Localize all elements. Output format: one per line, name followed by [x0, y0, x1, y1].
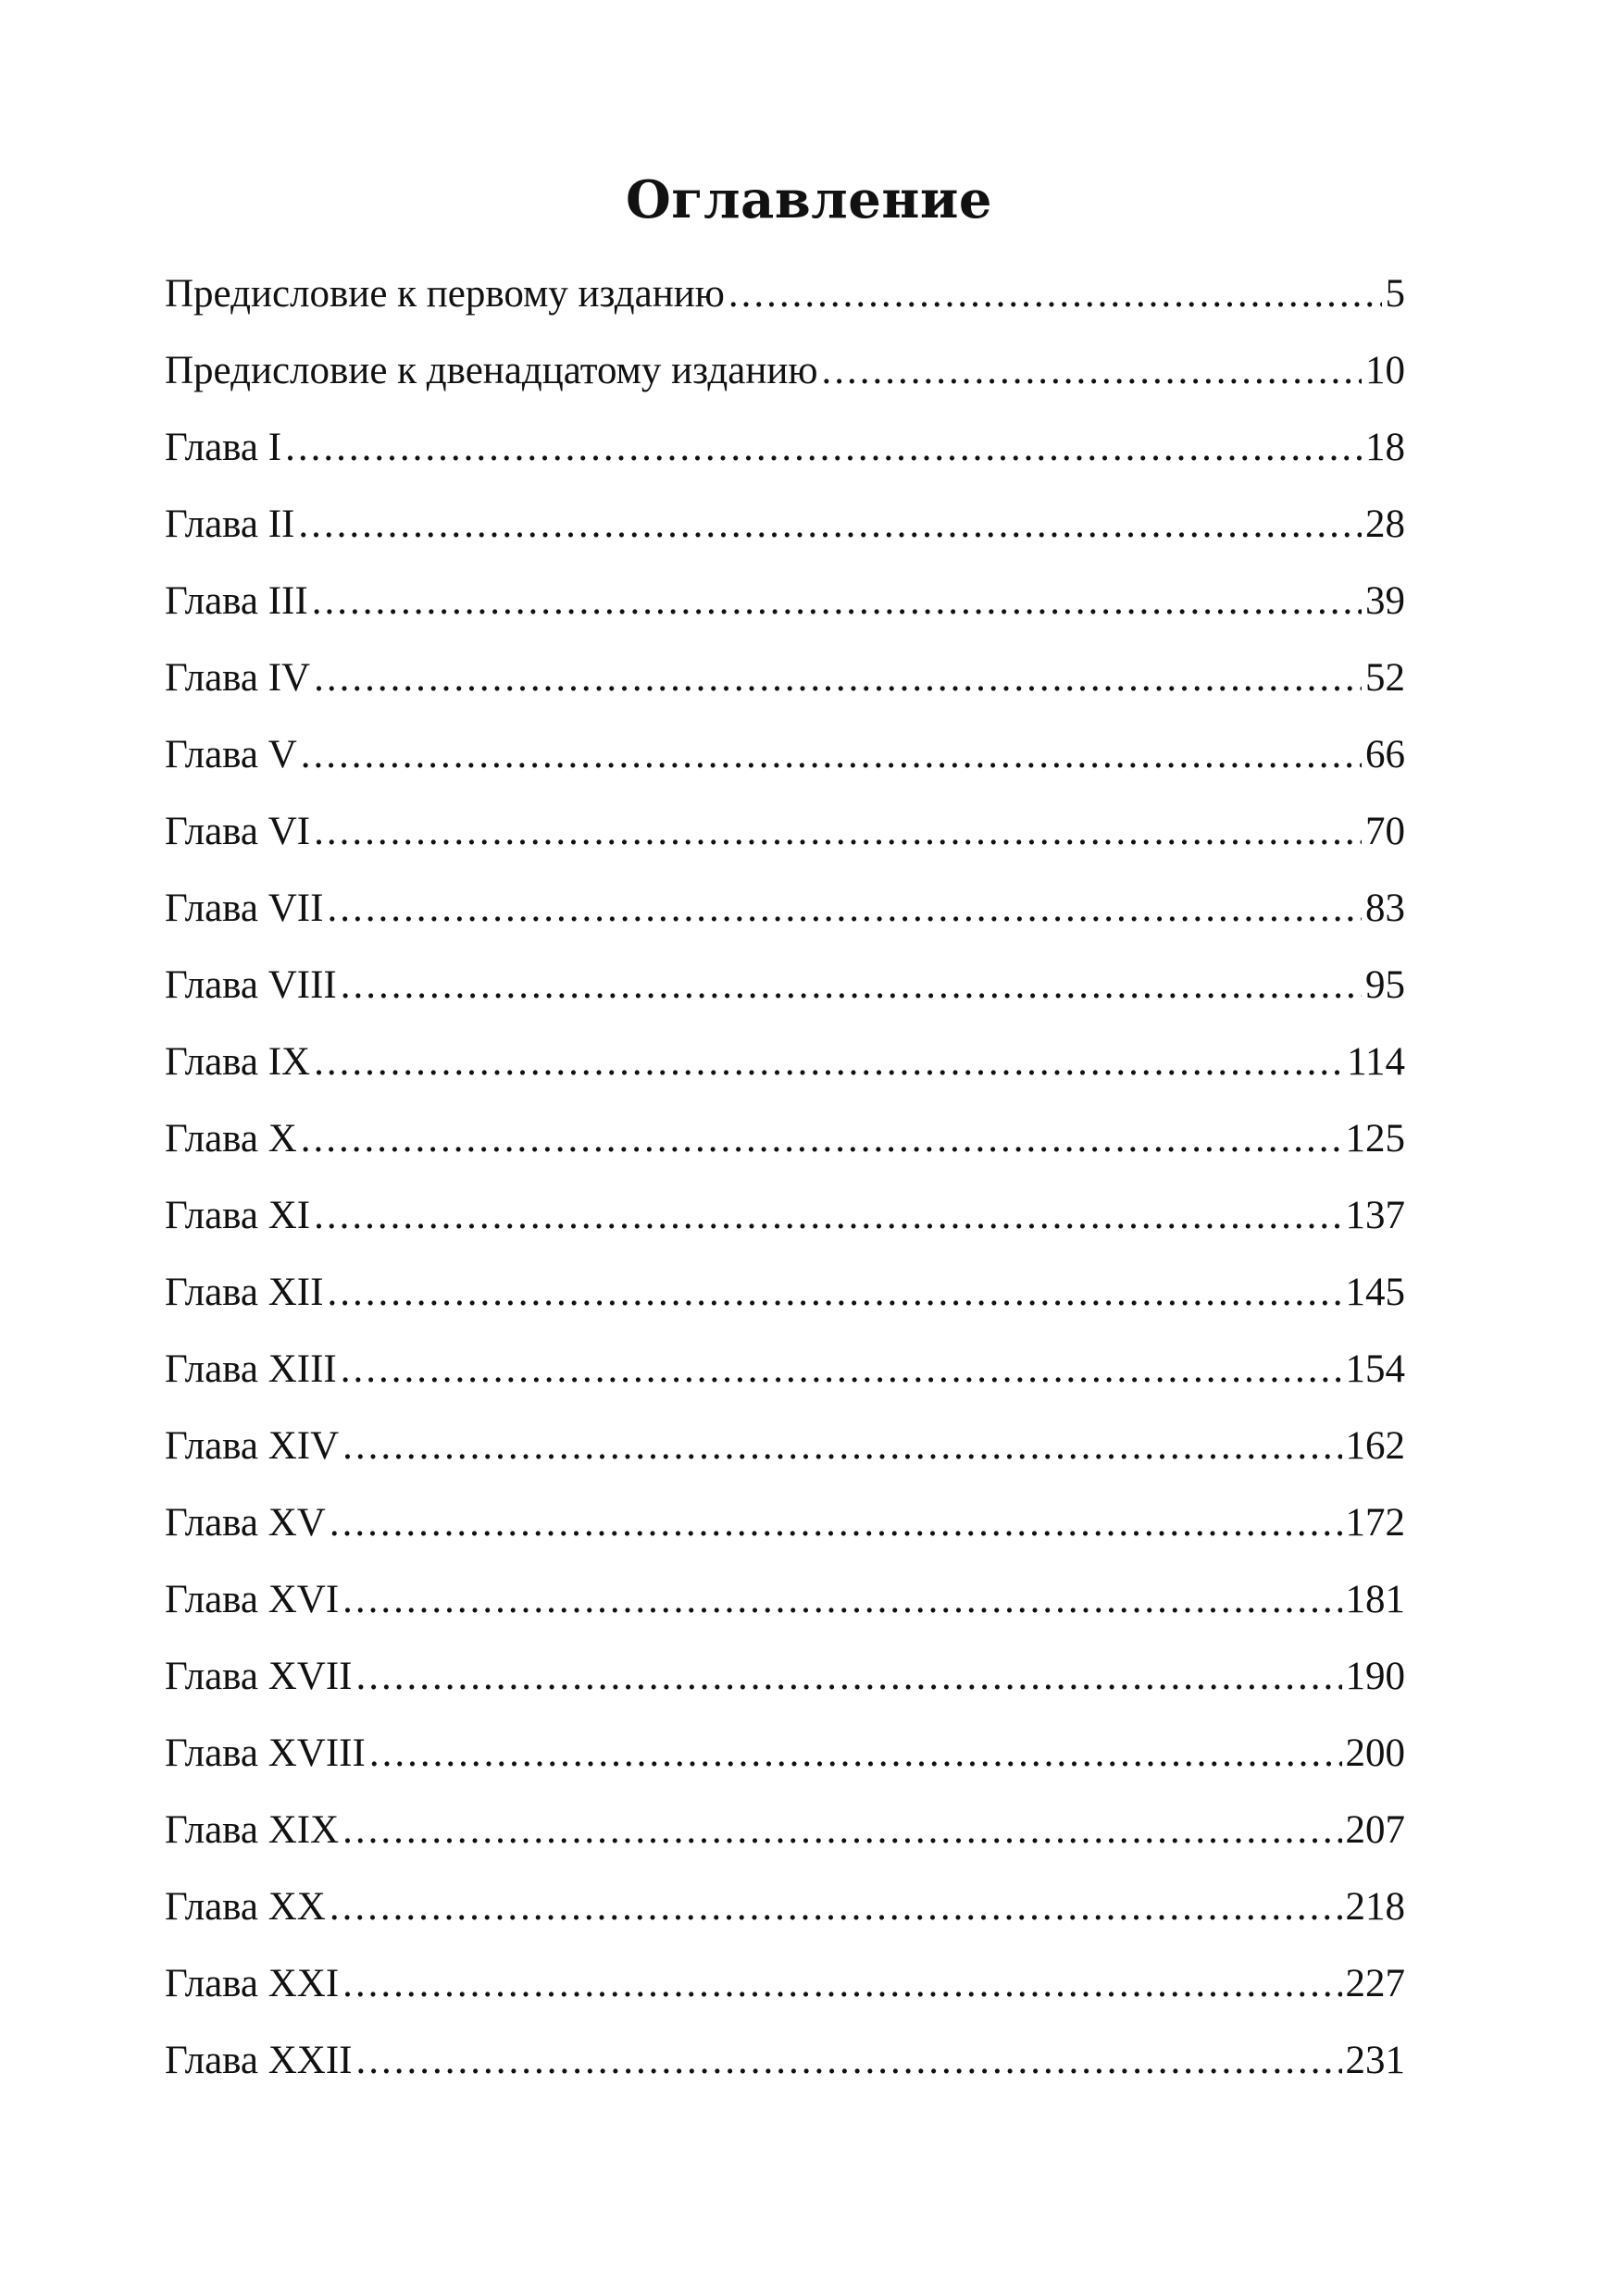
toc-entry-label: Глава XV — [165, 1501, 326, 1545]
toc-entry[interactable] — [165, 1254, 1405, 1331]
toc-page-number: 125 — [1345, 1117, 1405, 1160]
toc-entry[interactable] — [165, 1715, 1405, 1792]
toc-entry-label: Глава XIX — [165, 1808, 340, 1852]
toc-dot-leader — [301, 1100, 1342, 1177]
toc-page-number: 83 — [1365, 887, 1405, 930]
toc-dot-leader — [356, 2022, 1342, 2099]
toc-page-number: 172 — [1345, 1501, 1405, 1545]
toc-dot-leader — [314, 639, 1362, 716]
toc-entry[interactable] — [165, 1177, 1405, 1254]
toc-dot-leader — [341, 1331, 1342, 1408]
toc-entry[interactable] — [165, 870, 1405, 947]
toc-dot-leader — [285, 409, 1362, 486]
toc-entry-label: Глава XVI — [165, 1578, 340, 1621]
toc-entry-label: Глава XII — [165, 1271, 324, 1314]
toc-entry-label: Глава I — [165, 426, 282, 469]
toc-entry-label: Предисловие к первому изданию — [165, 272, 725, 316]
toc-entry[interactable] — [165, 1331, 1405, 1408]
toc-page-number: 95 — [1365, 963, 1405, 1007]
toc-dot-leader — [342, 1945, 1341, 2022]
toc-dot-leader — [314, 793, 1362, 870]
toc-page-number: 66 — [1365, 733, 1405, 776]
toc-entry-label: Глава XIII — [165, 1347, 337, 1391]
toc-page-number: 18 — [1365, 426, 1405, 469]
toc-dot-leader — [342, 1408, 1341, 1484]
toc-entry-label: Глава II — [165, 503, 295, 546]
toc-entry[interactable] — [165, 1484, 1405, 1561]
toc-entry-label: Глава XVIII — [165, 1731, 366, 1775]
toc-entry[interactable] — [165, 793, 1405, 870]
toc-page-number: 70 — [1365, 810, 1405, 853]
toc-page-number: 154 — [1345, 1347, 1405, 1391]
toc-entry-label: Глава VII — [165, 887, 324, 930]
toc-dot-leader — [728, 255, 1382, 332]
toc-entry-label: Глава XX — [165, 1885, 326, 1929]
toc-page-number: 52 — [1365, 656, 1405, 700]
toc-page-number: 227 — [1345, 1962, 1405, 2005]
toc-dot-leader — [821, 332, 1362, 409]
toc-page-number: 231 — [1345, 2039, 1405, 2082]
toc-entry-label: Глава XXI — [165, 1962, 340, 2005]
toc-entry[interactable] — [165, 1561, 1405, 1638]
toc-dot-leader — [342, 1561, 1341, 1638]
toc-dot-leader — [327, 1254, 1341, 1331]
toc-entry[interactable] — [165, 1024, 1405, 1100]
toc-entry-label: Глава V — [165, 733, 297, 776]
toc-entry[interactable] — [165, 1408, 1405, 1484]
toc-entry-label: Глава XI — [165, 1194, 311, 1237]
toc-page-number: 181 — [1345, 1578, 1405, 1621]
toc-page-number: 218 — [1345, 1885, 1405, 1929]
toc-dot-leader — [330, 1484, 1342, 1561]
toc-page-number: 190 — [1345, 1655, 1405, 1698]
toc-page-number: 28 — [1365, 503, 1405, 546]
toc-entry-label: Предисловие к двенадцатому изданию — [165, 349, 818, 392]
toc-entry-label: Глава III — [165, 579, 308, 623]
toc-dot-leader — [298, 486, 1362, 563]
toc-entry[interactable] — [165, 486, 1405, 563]
toc-entry-label: Глава VIII — [165, 963, 337, 1007]
toc-page-number: 114 — [1347, 1040, 1405, 1084]
toc-entry-label: Глава VI — [165, 810, 311, 853]
toc-entry[interactable] — [165, 947, 1405, 1024]
toc-entry-label: Глава XVII — [165, 1655, 353, 1698]
toc-entry-label: Глава IV — [165, 656, 311, 700]
toc-dot-leader — [312, 563, 1362, 639]
toc-page-number: 207 — [1345, 1808, 1405, 1852]
toc-page-number: 39 — [1365, 579, 1405, 623]
toc-dot-leader — [330, 1868, 1342, 1945]
toc-page-number: 137 — [1345, 1194, 1405, 1237]
toc-entry[interactable] — [165, 409, 1405, 486]
page-title: Оглавление — [625, 169, 993, 230]
toc-entry[interactable] — [165, 1100, 1405, 1177]
toc-page-number: 5 — [1385, 272, 1405, 316]
toc-dot-leader — [342, 1792, 1341, 1868]
toc-page-number: 162 — [1345, 1424, 1405, 1468]
toc-entry[interactable] — [165, 1638, 1405, 1715]
toc-entry[interactable] — [165, 1868, 1405, 1945]
toc-entry[interactable] — [165, 639, 1405, 716]
toc-entry-label: Глава XIV — [165, 1424, 340, 1468]
toc-page-number: 10 — [1365, 349, 1405, 392]
toc-dot-leader — [314, 1177, 1341, 1254]
toc-entry[interactable] — [165, 563, 1405, 639]
toc-entry[interactable] — [165, 2022, 1405, 2099]
toc-dot-leader — [356, 1638, 1342, 1715]
toc-entry-label: Глава XXII — [165, 2039, 353, 2082]
toc-dot-leader — [327, 870, 1362, 947]
toc-dot-leader — [369, 1715, 1342, 1792]
toc-dot-leader — [341, 947, 1362, 1024]
toc-dot-leader — [301, 716, 1362, 793]
toc-entry[interactable] — [165, 332, 1405, 409]
toc-entry[interactable] — [165, 1945, 1405, 2022]
toc-page-number: 200 — [1345, 1731, 1405, 1775]
toc-entry[interactable] — [165, 255, 1405, 332]
toc-page-number: 145 — [1345, 1271, 1405, 1314]
toc-entry[interactable] — [165, 1792, 1405, 1868]
toc-entry[interactable] — [165, 716, 1405, 793]
toc-entry-label: Глава X — [165, 1117, 297, 1160]
toc-dot-leader — [314, 1024, 1343, 1100]
table-of-contents — [165, 255, 1405, 2099]
toc-entry-label: Глава IX — [165, 1040, 311, 1084]
